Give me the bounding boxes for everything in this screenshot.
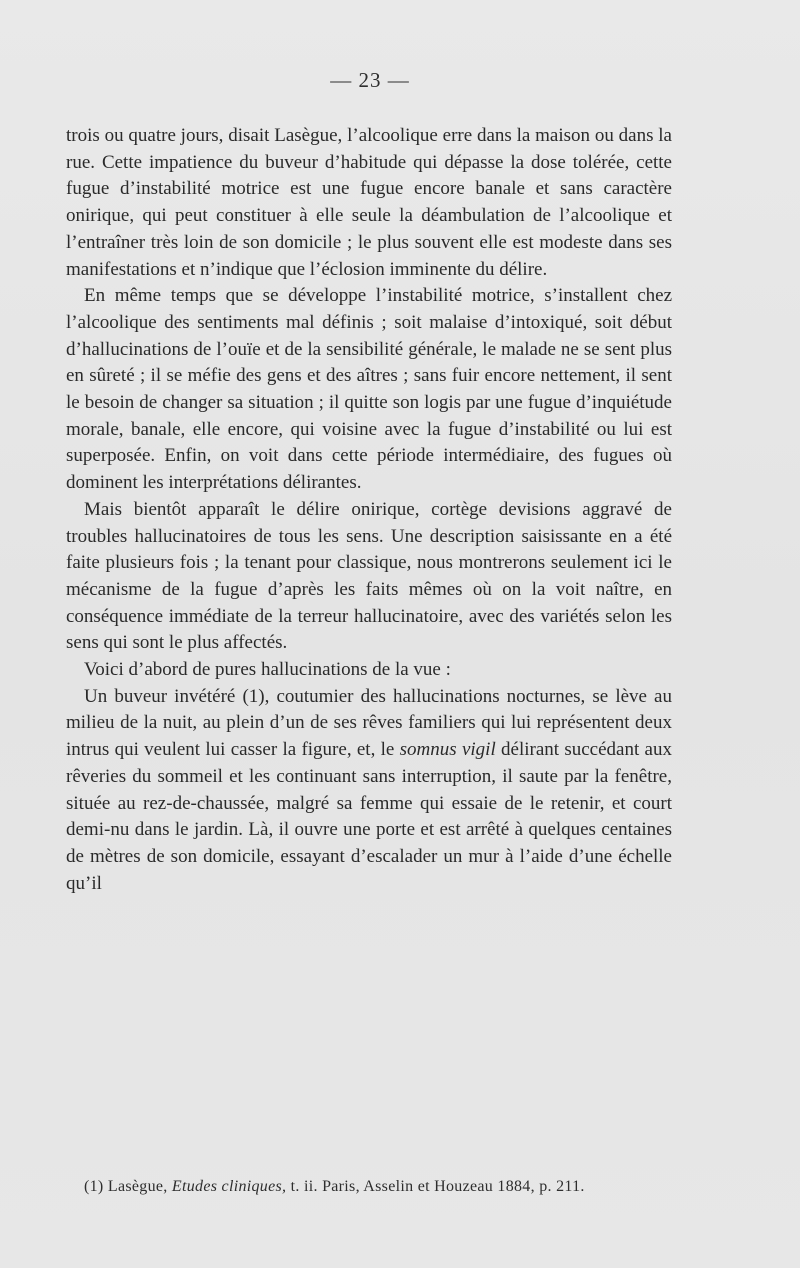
paragraph-2: En même temps que se développe l’instabilité motrice, s’installent chez l’alcoolique des sentiments mal définis ; soit malaise d’intoxiqué, soit début d’hallucinations de l’ouïe et de la sensibilité générale, le malade ne se sent plus en sûreté ; il se méfie des gens et des aîtres ; sans fuir encore nettement, il sent le besoin de changer sa situation ; il quitte son logis par une fugue d’inquiétude morale, banale, elle encore, qui voisine avec la fugue d’instabilité ou lui est superposée. Enfin, on voit dans cette période intermédiaire, des fugues où dominent les interprétations délirantes. bbox=[66, 285, 672, 494]
paragraph-4: Voici d’abord de pures hallucinations de la vue : bbox=[84, 659, 451, 681]
paragraph-3: Mais bientôt apparaît le délire onirique, cortège devisions aggravé de troubles hallucinatoires de tous les sens. Une description saisissante en a été faite plusieurs fois ; la tenant pour classique, nous montrerons seulement ici le mécanisme de la fugue d’après les faits mêmes où on la voit naître, en conséquence immédiate de la terreur hallucinatoire, avec des variétés selon les sens qui sont le plus affectés. bbox=[66, 498, 672, 654]
paragraph-5-emphasis: somnus vigil bbox=[399, 739, 496, 761]
paragraph-1: trois ou quatre jours, disait Lasègue, l’alcoolique erre dans la maison ou dans la rue. Cette impatience du buveur d’habitude qui dépasse la dose tolérée, cette fugue d’instabilité motrice est une fugue encore banale et sans caractère onirique, qui peut constituer à elle seule la déambulation de l’alcoolique et l’entraîner très loin de son domicile ; le plus souvent elle est modeste dans ses manifestations et n’indique que l’éclosion imminente du délire. bbox=[66, 125, 672, 280]
footnote-author: Lasègue, bbox=[107, 1178, 168, 1195]
paragraph-5-before: Un buveur invétéré (1), coutumier des hallucinations nocturnes, se lève au milieu de la nuit, au plein d’un de ses rêves familiers qui lui représentent deux intrus qui veulent lui casser la figure, et, le bbox=[66, 685, 672, 761]
footnote-marker: (1) bbox=[84, 1178, 104, 1195]
page-number: — 23 — bbox=[330, 68, 410, 92]
footnotes bbox=[66, 1177, 672, 1197]
footnote-rest: t. ii. Paris, Asselin et Houzeau 1884, p. 211. bbox=[290, 1178, 585, 1195]
paragraph-5 bbox=[66, 684, 672, 898]
footnote-1 bbox=[66, 1177, 672, 1197]
paragraph-5-after: délirant succédant aux rêveries du sommeil et les continuant sans interruption, il saute par la fenêtre, située au rez-de-chaussée, malgré sa femme qui essaie de le retenir, et court demi-nu dans le jardin. Là, il ouvre une porte et est arrêté à quelques centaines de mètres de son domicile, essayant d’escalader un mur à l’aide d’une échelle qu’il bbox=[66, 739, 672, 894]
body-text bbox=[66, 123, 672, 897]
footnote-title: Etudes cliniques, bbox=[171, 1178, 287, 1195]
